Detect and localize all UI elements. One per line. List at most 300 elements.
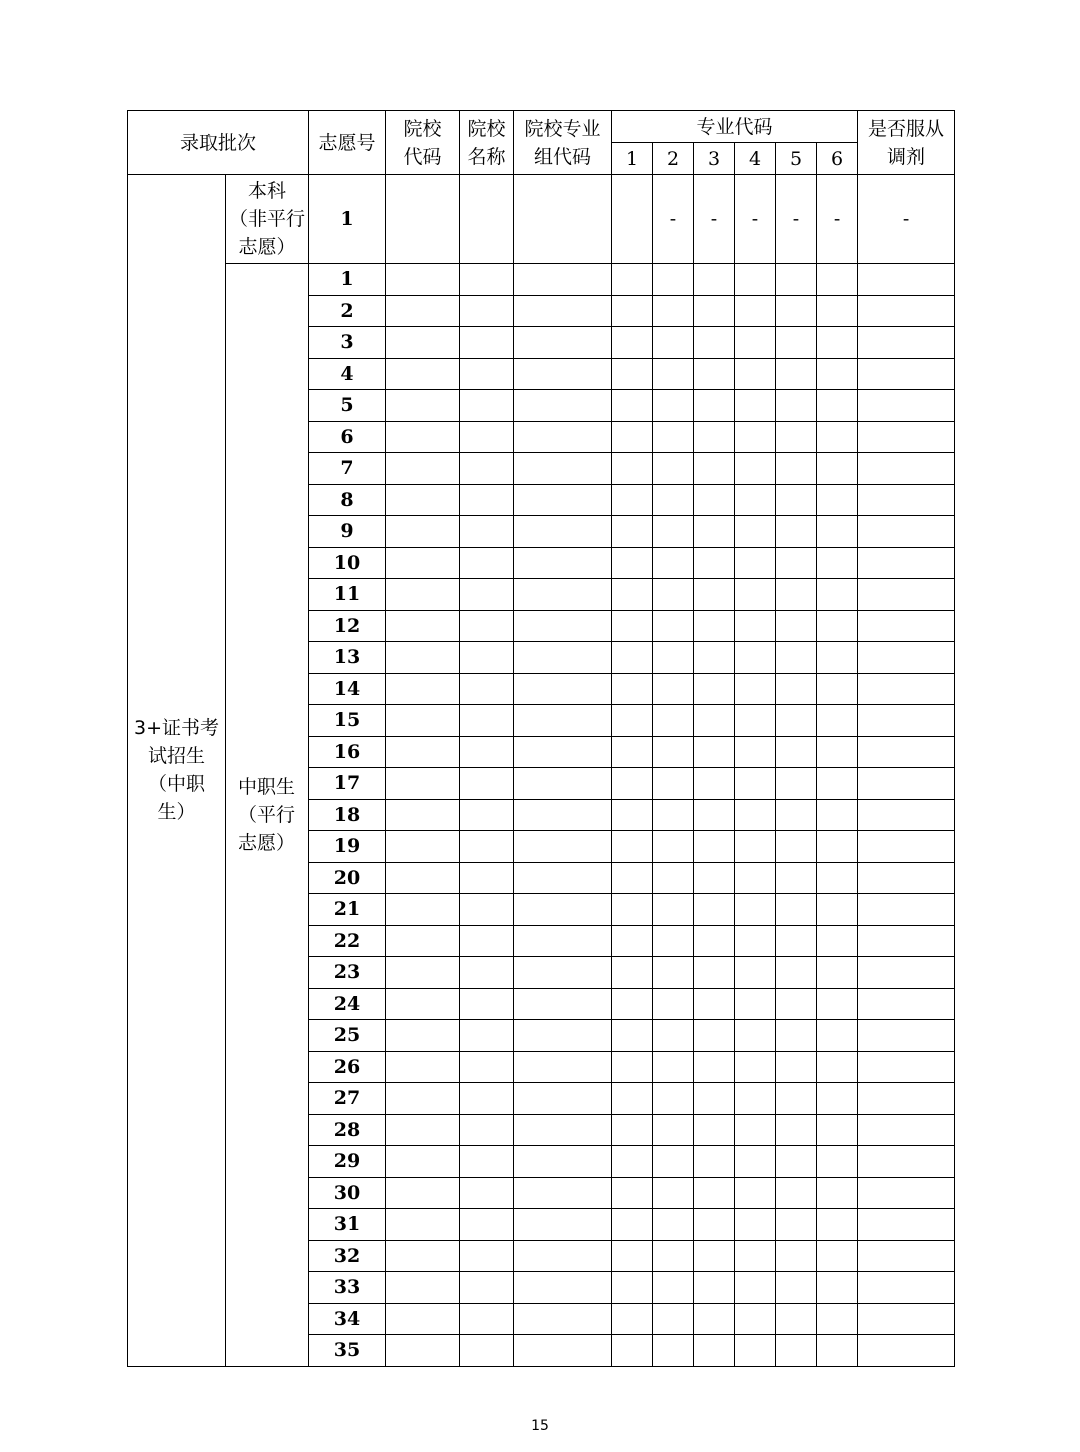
major-code-cell[interactable] [817, 358, 858, 390]
major-code-cell[interactable] [817, 579, 858, 611]
major-code-cell[interactable] [735, 1020, 776, 1052]
major-code-cell[interactable] [817, 1240, 858, 1272]
major-code-cell[interactable] [612, 327, 653, 359]
school-name-cell[interactable] [460, 768, 514, 800]
major-code-cell[interactable] [776, 799, 817, 831]
group-code-cell[interactable] [514, 421, 612, 453]
school-name-cell[interactable] [460, 831, 514, 863]
major-code-cell[interactable] [735, 1146, 776, 1178]
major-code-cell[interactable] [612, 799, 653, 831]
major-code-cell[interactable] [776, 327, 817, 359]
major-code-cell[interactable] [694, 1335, 735, 1367]
major-code-cell[interactable] [694, 295, 735, 327]
major-code-cell[interactable] [776, 1051, 817, 1083]
major-code-cell[interactable] [612, 579, 653, 611]
school-code-cell[interactable] [386, 925, 460, 957]
major-code-cell[interactable] [735, 327, 776, 359]
major-code-cell[interactable] [612, 957, 653, 989]
major-code-cell[interactable] [817, 957, 858, 989]
adjust-cell[interactable] [858, 1335, 955, 1367]
major-code-cell[interactable] [612, 894, 653, 926]
major-code-cell[interactable] [653, 1146, 694, 1178]
adjust-cell[interactable] [858, 1051, 955, 1083]
group-code-cell[interactable] [514, 673, 612, 705]
group-code-cell[interactable] [514, 1114, 612, 1146]
major-code-cell[interactable] [653, 1303, 694, 1335]
adjust-cell[interactable] [858, 831, 955, 863]
school-code-cell[interactable] [386, 1177, 460, 1209]
major-code-cell[interactable] [612, 1051, 653, 1083]
major-code-cell[interactable] [653, 421, 694, 453]
major-code-cell[interactable] [776, 1020, 817, 1052]
major-code-cell[interactable] [817, 831, 858, 863]
major-code-cell[interactable] [694, 1114, 735, 1146]
school-name-cell[interactable] [460, 957, 514, 989]
major-code-cell[interactable] [612, 988, 653, 1020]
major-code-cell[interactable] [817, 768, 858, 800]
major-code-cell[interactable] [776, 1114, 817, 1146]
group-code-cell[interactable] [514, 1051, 612, 1083]
major-code-cell[interactable] [653, 1020, 694, 1052]
school-name-cell[interactable] [460, 1240, 514, 1272]
major-code-cell[interactable] [653, 1272, 694, 1304]
major-code-cell[interactable] [694, 988, 735, 1020]
adjust-cell[interactable] [858, 894, 955, 926]
school-code-cell[interactable] [386, 673, 460, 705]
major-code-cell[interactable] [817, 1209, 858, 1241]
major-code-cell[interactable] [612, 610, 653, 642]
adjust-cell[interactable] [858, 1177, 955, 1209]
school-code-cell[interactable] [386, 831, 460, 863]
major-code-cell[interactable] [612, 295, 653, 327]
major-code-cell[interactable] [694, 547, 735, 579]
major-code-cell[interactable] [694, 1146, 735, 1178]
major-code-cell[interactable] [612, 1272, 653, 1304]
major-code-cell[interactable] [776, 768, 817, 800]
major-code-cell[interactable] [653, 831, 694, 863]
major-code-cell[interactable] [612, 175, 653, 264]
major-code-cell[interactable] [735, 358, 776, 390]
major-code-cell[interactable] [735, 484, 776, 516]
school-code-cell[interactable] [386, 453, 460, 485]
group-code-cell[interactable] [514, 1083, 612, 1115]
major-code-cell[interactable] [612, 1209, 653, 1241]
major-code-cell[interactable] [653, 453, 694, 485]
group-code-cell[interactable] [514, 453, 612, 485]
school-code-cell[interactable] [386, 264, 460, 296]
major-code-cell[interactable] [653, 390, 694, 422]
group-code-cell[interactable] [514, 1335, 612, 1367]
school-name-cell[interactable] [460, 736, 514, 768]
major-code-cell[interactable] [653, 1335, 694, 1367]
major-code-cell[interactable] [735, 1335, 776, 1367]
school-code-cell[interactable] [386, 327, 460, 359]
major-code-cell[interactable] [694, 957, 735, 989]
major-code-cell[interactable] [776, 453, 817, 485]
group-code-cell[interactable] [514, 894, 612, 926]
major-code-cell[interactable] [612, 264, 653, 296]
major-code-cell[interactable] [817, 988, 858, 1020]
school-name-cell[interactable] [460, 264, 514, 296]
school-code-cell[interactable] [386, 1083, 460, 1115]
school-code-cell[interactable] [386, 175, 460, 264]
school-name-cell[interactable] [460, 1146, 514, 1178]
major-code-cell[interactable] [653, 1051, 694, 1083]
group-code-cell[interactable] [514, 547, 612, 579]
major-code-cell[interactable] [735, 705, 776, 737]
major-code-cell[interactable] [653, 862, 694, 894]
major-code-cell[interactable] [653, 264, 694, 296]
adjust-cell[interactable] [858, 610, 955, 642]
major-code-cell[interactable] [694, 610, 735, 642]
major-code-cell[interactable] [817, 610, 858, 642]
school-name-cell[interactable] [460, 799, 514, 831]
major-code-cell[interactable] [735, 673, 776, 705]
major-code-cell[interactable] [776, 484, 817, 516]
school-name-cell[interactable] [460, 642, 514, 674]
major-code-cell[interactable] [653, 705, 694, 737]
school-name-cell[interactable] [460, 547, 514, 579]
major-code-cell[interactable] [776, 516, 817, 548]
major-code-cell[interactable] [612, 358, 653, 390]
school-code-cell[interactable] [386, 1146, 460, 1178]
major-code-cell[interactable] [653, 327, 694, 359]
school-code-cell[interactable] [386, 705, 460, 737]
school-code-cell[interactable] [386, 1240, 460, 1272]
adjust-cell[interactable] [858, 516, 955, 548]
group-code-cell[interactable] [514, 484, 612, 516]
school-name-cell[interactable] [460, 421, 514, 453]
major-code-cell[interactable] [735, 1083, 776, 1115]
major-code-cell[interactable] [817, 705, 858, 737]
major-code-cell[interactable] [694, 358, 735, 390]
group-code-cell[interactable] [514, 610, 612, 642]
school-code-cell[interactable] [386, 484, 460, 516]
major-code-cell[interactable] [694, 673, 735, 705]
major-code-cell[interactable] [653, 768, 694, 800]
major-code-cell[interactable] [735, 264, 776, 296]
adjust-cell[interactable] [858, 295, 955, 327]
major-code-cell[interactable] [694, 1240, 735, 1272]
group-code-cell[interactable] [514, 1146, 612, 1178]
major-code-cell[interactable] [612, 484, 653, 516]
major-code-cell[interactable] [694, 390, 735, 422]
major-code-cell[interactable] [612, 390, 653, 422]
school-name-cell[interactable] [460, 1209, 514, 1241]
adjust-cell[interactable] [858, 642, 955, 674]
major-code-cell[interactable] [776, 295, 817, 327]
major-code-cell[interactable] [653, 610, 694, 642]
major-code-cell[interactable] [776, 705, 817, 737]
school-code-cell[interactable] [386, 358, 460, 390]
major-code-cell[interactable] [817, 1335, 858, 1367]
school-code-cell[interactable] [386, 988, 460, 1020]
major-code-cell[interactable] [817, 327, 858, 359]
major-code-cell[interactable] [694, 579, 735, 611]
group-code-cell[interactable] [514, 925, 612, 957]
major-code-cell[interactable] [694, 1083, 735, 1115]
major-code-cell[interactable] [694, 799, 735, 831]
major-code-cell[interactable] [612, 1114, 653, 1146]
major-code-cell[interactable] [735, 1209, 776, 1241]
major-code-cell[interactable] [776, 1209, 817, 1241]
adjust-cell[interactable] [858, 390, 955, 422]
major-code-cell[interactable] [612, 1177, 653, 1209]
adjust-cell[interactable] [858, 484, 955, 516]
adjust-cell[interactable] [858, 579, 955, 611]
major-code-cell[interactable] [694, 421, 735, 453]
major-code-cell[interactable] [735, 421, 776, 453]
major-code-cell[interactable] [735, 831, 776, 863]
group-code-cell[interactable] [514, 705, 612, 737]
major-code-cell[interactable] [735, 1272, 776, 1304]
major-code-cell[interactable] [817, 1083, 858, 1115]
school-name-cell[interactable] [460, 327, 514, 359]
adjust-cell[interactable] [858, 768, 955, 800]
major-code-cell[interactable] [776, 925, 817, 957]
adjust-cell[interactable] [858, 957, 955, 989]
adjust-cell[interactable] [858, 736, 955, 768]
school-name-cell[interactable] [460, 453, 514, 485]
major-code-cell[interactable] [735, 516, 776, 548]
major-code-cell[interactable] [653, 579, 694, 611]
adjust-cell[interactable] [858, 1272, 955, 1304]
major-code-cell[interactable] [776, 1240, 817, 1272]
major-code-cell[interactable] [776, 1146, 817, 1178]
major-code-cell[interactable] [817, 925, 858, 957]
major-code-cell[interactable] [653, 642, 694, 674]
adjust-cell[interactable] [858, 264, 955, 296]
school-name-cell[interactable] [460, 1020, 514, 1052]
group-code-cell[interactable] [514, 1240, 612, 1272]
major-code-cell[interactable] [612, 1240, 653, 1272]
school-code-cell[interactable] [386, 516, 460, 548]
group-code-cell[interactable] [514, 579, 612, 611]
group-code-cell[interactable] [514, 1209, 612, 1241]
major-code-cell[interactable] [735, 1114, 776, 1146]
major-code-cell[interactable] [735, 642, 776, 674]
school-code-cell[interactable] [386, 1020, 460, 1052]
school-name-cell[interactable] [460, 1114, 514, 1146]
major-code-cell[interactable] [817, 547, 858, 579]
school-code-cell[interactable] [386, 1051, 460, 1083]
major-code-cell[interactable] [817, 1272, 858, 1304]
school-code-cell[interactable] [386, 894, 460, 926]
major-code-cell[interactable] [653, 547, 694, 579]
major-code-cell[interactable] [653, 516, 694, 548]
major-code-cell[interactable] [694, 925, 735, 957]
group-code-cell[interactable] [514, 390, 612, 422]
major-code-cell[interactable] [776, 957, 817, 989]
major-code-cell[interactable] [735, 1240, 776, 1272]
major-code-cell[interactable] [735, 925, 776, 957]
major-code-cell[interactable] [735, 988, 776, 1020]
adjust-cell[interactable] [858, 327, 955, 359]
adjust-cell[interactable] [858, 1020, 955, 1052]
major-code-cell[interactable] [817, 894, 858, 926]
major-code-cell[interactable] [694, 1272, 735, 1304]
major-code-cell[interactable] [694, 453, 735, 485]
major-code-cell[interactable] [735, 957, 776, 989]
major-code-cell[interactable] [817, 862, 858, 894]
major-code-cell[interactable] [817, 642, 858, 674]
major-code-cell[interactable] [653, 1083, 694, 1115]
major-code-cell[interactable] [653, 1209, 694, 1241]
adjust-cell[interactable] [858, 705, 955, 737]
school-code-cell[interactable] [386, 1209, 460, 1241]
major-code-cell[interactable] [735, 1177, 776, 1209]
school-name-cell[interactable] [460, 1083, 514, 1115]
major-code-cell[interactable] [694, 1051, 735, 1083]
major-code-cell[interactable] [694, 264, 735, 296]
group-code-cell[interactable] [514, 988, 612, 1020]
school-code-cell[interactable] [386, 610, 460, 642]
major-code-cell[interactable] [735, 1051, 776, 1083]
adjust-cell[interactable] [858, 358, 955, 390]
school-name-cell[interactable] [460, 390, 514, 422]
school-code-cell[interactable] [386, 1114, 460, 1146]
school-code-cell[interactable] [386, 642, 460, 674]
group-code-cell[interactable] [514, 1303, 612, 1335]
adjust-cell[interactable] [858, 673, 955, 705]
school-name-cell[interactable] [460, 1177, 514, 1209]
major-code-cell[interactable] [694, 516, 735, 548]
major-code-cell[interactable] [817, 1146, 858, 1178]
school-code-cell[interactable] [386, 736, 460, 768]
group-code-cell[interactable] [514, 1020, 612, 1052]
major-code-cell[interactable] [612, 1146, 653, 1178]
major-code-cell[interactable] [612, 862, 653, 894]
school-name-cell[interactable] [460, 610, 514, 642]
major-code-cell[interactable] [817, 453, 858, 485]
major-code-cell[interactable] [817, 1020, 858, 1052]
major-code-cell[interactable] [817, 421, 858, 453]
group-code-cell[interactable] [514, 295, 612, 327]
school-name-cell[interactable] [460, 705, 514, 737]
adjust-cell[interactable] [858, 862, 955, 894]
group-code-cell[interactable] [514, 327, 612, 359]
major-code-cell[interactable] [653, 673, 694, 705]
adjust-cell[interactable] [858, 1114, 955, 1146]
major-code-cell[interactable] [776, 1335, 817, 1367]
major-code-cell[interactable] [776, 610, 817, 642]
major-code-cell[interactable] [612, 1303, 653, 1335]
school-code-cell[interactable] [386, 1272, 460, 1304]
school-code-cell[interactable] [386, 799, 460, 831]
major-code-cell[interactable] [776, 1083, 817, 1115]
major-code-cell[interactable] [735, 453, 776, 485]
adjust-cell[interactable] [858, 421, 955, 453]
major-code-cell[interactable] [776, 264, 817, 296]
major-code-cell[interactable] [776, 862, 817, 894]
school-code-cell[interactable] [386, 421, 460, 453]
major-code-cell[interactable] [694, 484, 735, 516]
major-code-cell[interactable] [653, 988, 694, 1020]
major-code-cell[interactable] [612, 1335, 653, 1367]
major-code-cell[interactable] [653, 1177, 694, 1209]
school-name-cell[interactable] [460, 673, 514, 705]
school-code-cell[interactable] [386, 547, 460, 579]
school-code-cell[interactable] [386, 862, 460, 894]
major-code-cell[interactable] [776, 1303, 817, 1335]
major-code-cell[interactable] [612, 925, 653, 957]
major-code-cell[interactable] [653, 799, 694, 831]
major-code-cell[interactable] [776, 358, 817, 390]
major-code-cell[interactable] [776, 894, 817, 926]
school-name-cell[interactable] [460, 988, 514, 1020]
major-code-cell[interactable] [735, 610, 776, 642]
group-code-cell[interactable] [514, 1272, 612, 1304]
adjust-cell[interactable] [858, 1146, 955, 1178]
major-code-cell[interactable] [612, 516, 653, 548]
major-code-cell[interactable] [817, 484, 858, 516]
major-code-cell[interactable] [612, 453, 653, 485]
major-code-cell[interactable] [694, 1020, 735, 1052]
major-code-cell[interactable] [612, 705, 653, 737]
major-code-cell[interactable] [694, 705, 735, 737]
major-code-cell[interactable] [735, 862, 776, 894]
adjust-cell[interactable] [858, 1303, 955, 1335]
major-code-cell[interactable] [735, 768, 776, 800]
major-code-cell[interactable] [694, 1177, 735, 1209]
major-code-cell[interactable] [776, 421, 817, 453]
major-code-cell[interactable] [612, 1020, 653, 1052]
major-code-cell[interactable] [653, 957, 694, 989]
major-code-cell[interactable] [817, 390, 858, 422]
major-code-cell[interactable] [817, 799, 858, 831]
group-code-cell[interactable] [514, 799, 612, 831]
school-code-cell[interactable] [386, 579, 460, 611]
adjust-cell[interactable] [858, 988, 955, 1020]
major-code-cell[interactable] [776, 831, 817, 863]
school-name-cell[interactable] [460, 1335, 514, 1367]
major-code-cell[interactable] [776, 390, 817, 422]
major-code-cell[interactable] [653, 1240, 694, 1272]
school-name-cell[interactable] [460, 862, 514, 894]
school-name-cell[interactable] [460, 358, 514, 390]
adjust-cell[interactable] [858, 925, 955, 957]
major-code-cell[interactable] [817, 1177, 858, 1209]
major-code-cell[interactable] [817, 1303, 858, 1335]
major-code-cell[interactable] [817, 673, 858, 705]
major-code-cell[interactable] [653, 925, 694, 957]
school-code-cell[interactable] [386, 295, 460, 327]
group-code-cell[interactable] [514, 516, 612, 548]
major-code-cell[interactable] [817, 1114, 858, 1146]
major-code-cell[interactable] [817, 264, 858, 296]
major-code-cell[interactable] [817, 736, 858, 768]
adjust-cell[interactable] [858, 453, 955, 485]
major-code-cell[interactable] [694, 736, 735, 768]
major-code-cell[interactable] [735, 736, 776, 768]
school-name-cell[interactable] [460, 579, 514, 611]
school-name-cell[interactable] [460, 1051, 514, 1083]
major-code-cell[interactable] [612, 1083, 653, 1115]
major-code-cell[interactable] [817, 295, 858, 327]
school-name-cell[interactable] [460, 1303, 514, 1335]
major-code-cell[interactable] [612, 421, 653, 453]
adjust-cell[interactable] [858, 1083, 955, 1115]
major-code-cell[interactable] [694, 768, 735, 800]
major-code-cell[interactable] [612, 768, 653, 800]
major-code-cell[interactable] [776, 642, 817, 674]
group-code-cell[interactable] [514, 768, 612, 800]
major-code-cell[interactable] [694, 894, 735, 926]
group-code-cell[interactable] [514, 957, 612, 989]
major-code-cell[interactable] [653, 1114, 694, 1146]
major-code-cell[interactable] [612, 673, 653, 705]
group-code-cell[interactable] [514, 1177, 612, 1209]
